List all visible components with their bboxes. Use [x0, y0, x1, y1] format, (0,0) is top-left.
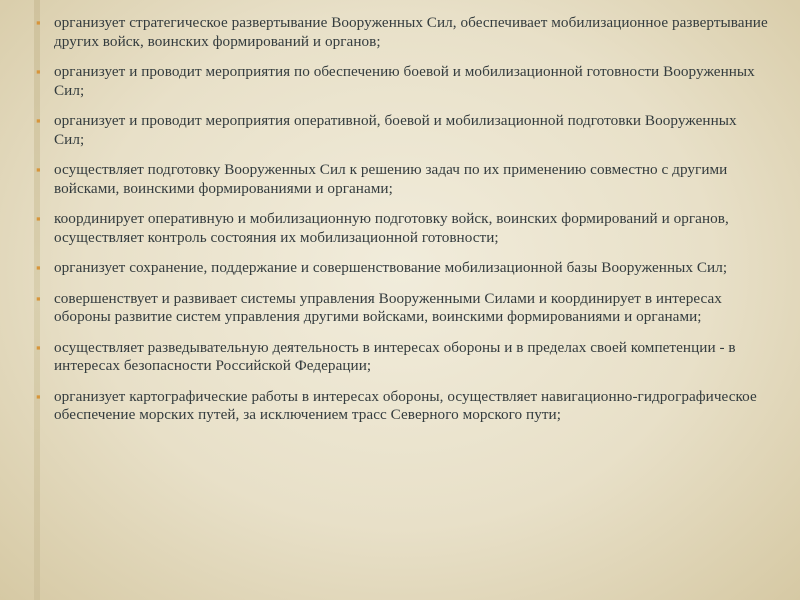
bullet-icon: ▪: [36, 339, 41, 355]
list-item: [34, 112, 770, 149]
bullet-icon: ▪: [36, 64, 41, 79]
list-item: [34, 290, 770, 327]
list-item: [34, 161, 770, 198]
list-item-text: совершенствует и развивает системы управления Вооруженными Силами и координирует в интересах обороны развитие систем управления другими войсками, воинскими формированиями и органами;: [54, 289, 722, 325]
list-item: [34, 14, 770, 51]
list-item-text: организует сохранение, поддержание и совершенствование мобилизационной базы Вооруженных Сил;: [54, 259, 728, 276]
list-item-text: организует картографические работы в интересах обороны, осуществляет навигационно-гидрографическое обеспечение морских путей, за исключением трасс Северного морского пути;: [54, 387, 757, 423]
list-item-text: осуществляет подготовку Вооруженных Сил к решению задач по их применению совместно с другими войсками, воинскими формированиями и органами;: [54, 161, 728, 197]
bullet-list: [34, 14, 770, 437]
bullet-icon: ▪: [36, 260, 41, 275]
bullet-icon: ▪: [36, 113, 41, 128]
list-item-text: организует стратегическое развертывание Вооруженных Сил, обеспечивает мобилизационное развертывание других войск, воинских формирований и органов;: [54, 14, 768, 50]
list-item: [34, 339, 770, 376]
list-item: [34, 259, 770, 278]
list-item: [34, 388, 770, 425]
list-item-text: организует и проводит мероприятия по обеспечению боевой и мобилизационной готовности Вооруженных Сил;: [54, 63, 755, 99]
bullet-icon: ▪: [36, 290, 41, 306]
bullet-icon: ▪: [36, 388, 41, 404]
list-item: [34, 210, 770, 247]
list-item-text: осуществляет разведывательную деятельность в интересах обороны и в пределах своей компетенции - в интересах безопасности Российской Федерации;: [54, 338, 736, 374]
list-item-text: координирует оперативную и мобилизационную подготовку войск, воинских формирований и органов, осуществляет контроль состояния их мобилизационной готовности;: [54, 210, 729, 246]
list-item-text: организует и проводит мероприятия оперативной, боевой и мобилизационной подготовки Вооруженных Сил;: [54, 112, 737, 148]
list-item: [34, 63, 770, 100]
bullet-icon: ▪: [36, 15, 41, 30]
bullet-icon: ▪: [36, 162, 41, 177]
bullet-icon: ▪: [36, 211, 41, 226]
